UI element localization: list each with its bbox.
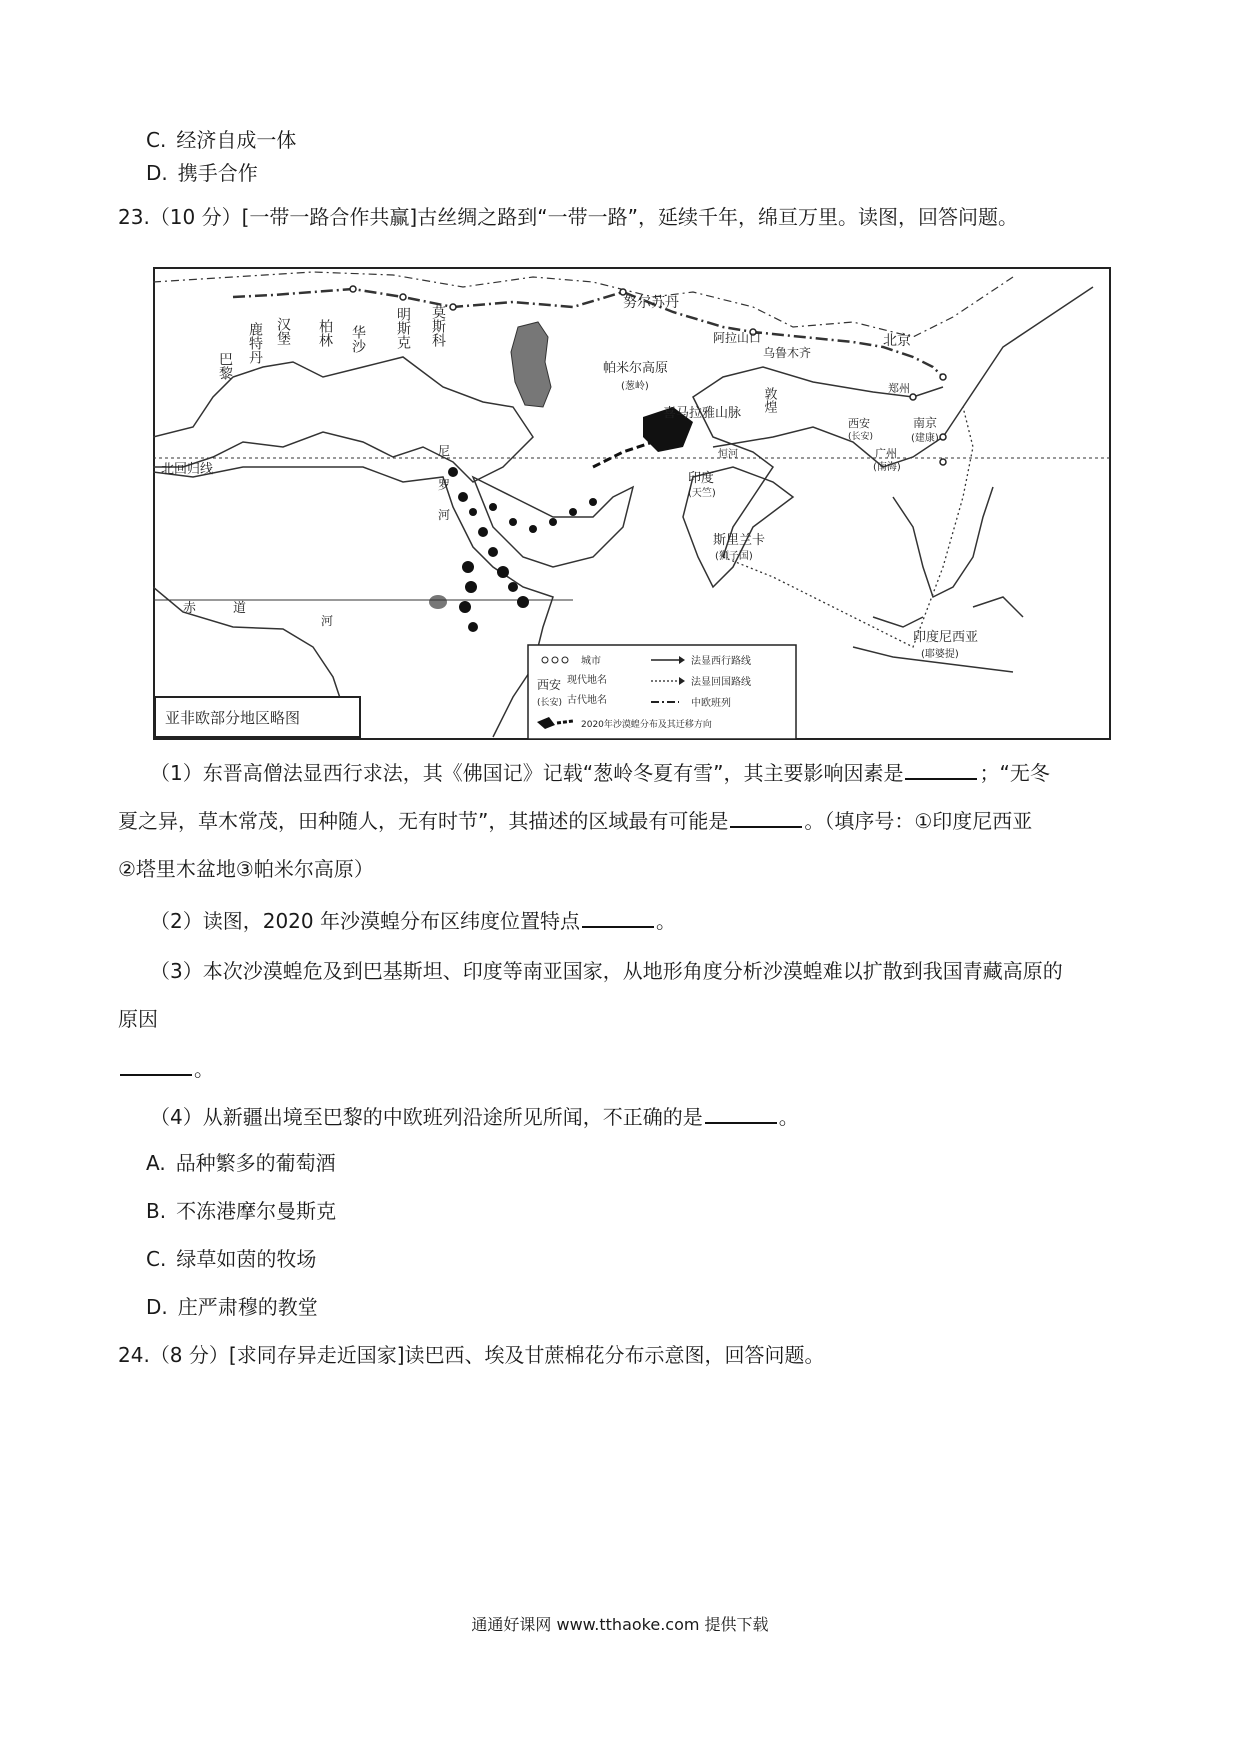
- option-c: C. 绿草如茵的牧场: [146, 1247, 317, 1271]
- lake-victoria: [429, 595, 447, 609]
- q23-sub3-line2: 原因: [118, 1007, 158, 1031]
- q23-sub1-line1: （1）东晋高僧法显西行求法，其《佛国记》记载“葱岭冬夏有雪”，其主要影响因素是 ；“无冬: [150, 761, 1050, 785]
- svg-text:中欧班列: 中欧班列: [691, 698, 731, 709]
- label-nile-2: 罗: [438, 478, 451, 492]
- q23-sub1-line2: 夏之异，草木常茂，田种随人，无有时节”，其描述的区域最有可能是 。（填序号：①印度尼西亚: [118, 809, 1033, 833]
- label-hanover: 汉堡: [275, 317, 291, 345]
- label-changan: (长安): [848, 432, 874, 442]
- label-equator-2: 道: [233, 601, 247, 616]
- label-zhengzhou: 郑州: [888, 382, 910, 395]
- svg-text:法显回国路线: 法显回国路线: [691, 677, 751, 688]
- label-congo: 河: [321, 614, 334, 628]
- q23-sub3-line1: （3）本次沙漠蝗危及到巴基斯坦、印度等南亚国家，从地形角度分析沙漠蝗难以扩散到我国青藏高原的: [150, 959, 1063, 983]
- legend-changan: (长安): [537, 698, 563, 708]
- legend-modern: 现代地名: [567, 675, 607, 686]
- q23-sub1-line3: ②塔里木盆地③帕米尔高原）: [118, 857, 374, 881]
- label-tropic: 北回归线: [161, 462, 214, 477]
- label-guangzhou: 广州: [875, 447, 897, 460]
- answer-blank: [582, 908, 654, 928]
- svg-text:城市: 城市: [581, 656, 601, 667]
- option-d-top: D. 携手合作: [146, 161, 258, 185]
- label-jiankang: (建康): [911, 433, 939, 444]
- option-a: A. 品种繁多的葡萄酒: [146, 1151, 336, 1175]
- map-title: 亚非欧部分地区略图: [165, 709, 301, 727]
- q23-sub3-line3: 。: [118, 1056, 214, 1082]
- option-c-top: C. 经济自成一体: [146, 128, 297, 152]
- label-pamir: 帕米尔高原: [603, 361, 669, 376]
- answer-blank: [705, 1104, 777, 1124]
- label-himalaya: 喜马拉雅山脉: [663, 406, 742, 421]
- question-24-stem: 24.（8 分）[求同存异走近国家]读巴西、埃及甘蔗棉花分布示意图，回答问题。: [118, 1343, 825, 1367]
- label-shiziguo: (狮子国): [715, 551, 753, 562]
- answer-blank: [120, 1056, 192, 1076]
- option-b: B. 不冻港摩尔曼斯克: [146, 1199, 337, 1223]
- label-congling: (葱岭): [621, 381, 649, 392]
- label-yepoti: (耶婆提): [921, 649, 959, 660]
- label-paris: 巴黎: [217, 352, 233, 380]
- label-warsaw: 华沙: [350, 325, 366, 353]
- label-nursultan: 努尔苏丹: [623, 295, 679, 311]
- svg-text:法显西行路线: 法显西行路线: [691, 656, 751, 667]
- svg-text:2020年沙漠蝗分布及其迁移方向: 2020年沙漠蝗分布及其迁移方向: [581, 720, 712, 730]
- label-equator-1: 赤: [183, 601, 197, 616]
- option-d: D. 庄严肃穆的教堂: [146, 1295, 318, 1319]
- label-india: 印度: [688, 471, 715, 486]
- label-srilanka: 斯里兰卡: [713, 533, 766, 548]
- label-altai: 阿拉山口: [713, 331, 762, 345]
- q23-sub4: （4）从新疆出境至巴黎的中欧班列沿途所见所闻，不正确的是 。: [150, 1105, 799, 1129]
- label-nile-1: 尼: [438, 444, 451, 458]
- label-ganges: 恒河: [718, 449, 738, 460]
- label-berlin: 柏林: [317, 319, 333, 347]
- asia-africa-europe-map: [153, 267, 1111, 740]
- answer-blank: [730, 808, 802, 828]
- label-rotterdam: 鹿特丹: [247, 322, 263, 364]
- label-urumqi: 乌鲁木齐: [763, 346, 812, 360]
- page-footer: 通通好课网 www.tthaoke.com 提供下载: [471, 1615, 769, 1634]
- label-xian: 西安: [848, 417, 870, 430]
- label-nile-3: 河: [438, 508, 451, 522]
- label-beijing: 北京: [883, 333, 911, 349]
- legend-xian: 西安: [537, 678, 562, 692]
- label-nanhai: (南海): [873, 462, 901, 473]
- label-moscow: 莫斯科: [430, 305, 446, 347]
- label-minsk: 明斯克: [395, 307, 411, 349]
- label-nanjing: 南京: [913, 416, 938, 430]
- legend-ancient: 古代地名: [567, 695, 607, 706]
- label-tianzhu: (天竺): [688, 488, 716, 499]
- answer-blank: [905, 760, 977, 780]
- question-23-stem: 23.（10 分）[一带一路合作共赢]古丝绸之路到“一带一路”，延续千年，绵亘万里。读图，回答问题。: [118, 205, 1018, 229]
- q23-sub2: （2）读图，2020 年沙漠蝗分布区纬度位置特点 。: [150, 909, 676, 933]
- label-dunhuang: 敦煌: [761, 387, 777, 413]
- label-indonesia: 印度尼西亚: [913, 630, 979, 645]
